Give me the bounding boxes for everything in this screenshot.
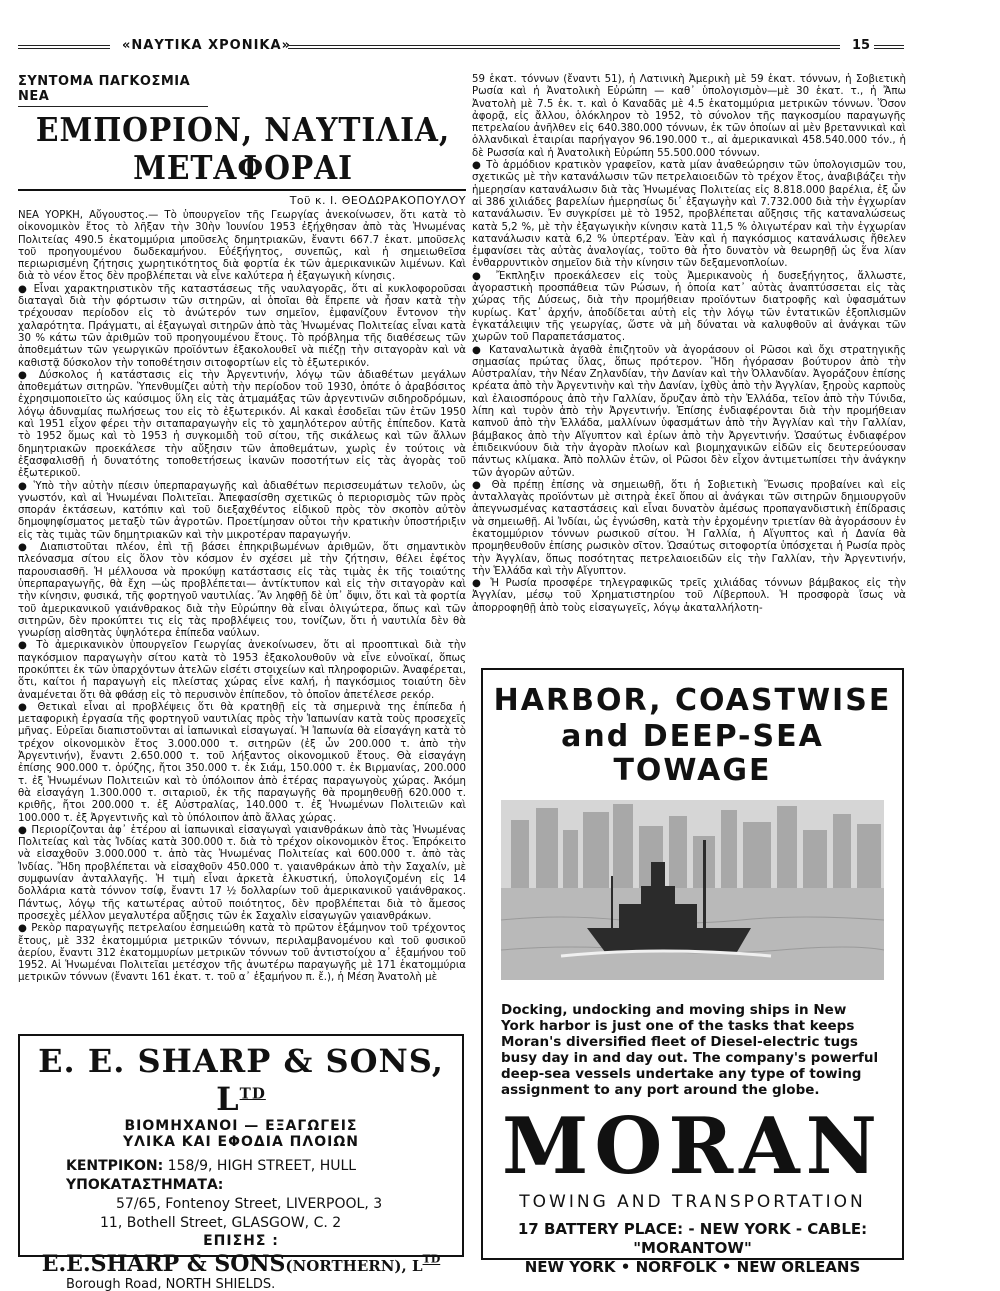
paragraph: ● Θετικαὶ εἶναι αἱ προβλέψεις ὅτι θὰ κρατηθῇ εἰς τὰ σημερινὰ της ἐπίπεδα ἡ μεταφορικὴ ἐργασία τῆς φορτηγοῦ ναυτιλίας πρὸς τὴν Ἰαπωνίαν κατὰ τοὺς προσεχεῖς μῆνας. Εὐρεῖαι διαπιστοῦνται αἱ ἰαπωνικαὶ εἰσαγωγαί. Ἡ Ἰαπωνία θὰ εἰσαγάγη κατὰ τὸ τρέχον οἰκονομικὸν ἔτος 3.000.000 τ. σιτηρῶν (ἐξ ὧν 200.000 τ. ἀπὸ τὴν Ἀργεντινήν), ἔναντι 2.650.000 τ. τοῦ λήξαντος οἰκονομικοῦ ἔτους. Θὰ εἰσαγάγη ἐπίσης 900.000 τ. ὀρύζης, ἤτοι 350.000 τ. ἐκ Σιάμ, 150.000 τ. ἐκ Βιρμανίας, 200.000 τ. ἐξ Ἡνωμένων Πολιτειῶν καὶ τὸ ὑπόλοιπον ἀπὸ ἑτέρας παραγωγοὺς χώρας. Ἀκόμη θὰ εἰσαγάγη 1.300.000 τ. σιταριοῦ, ἐκ τῆς παραγωγῆς θὰ προμηθευθῇ 620.000 τ. κριθῆς, ἤτοι 200.000 τ. ἐξ Αὐστραλίας, 140.000 τ. ἐξ Ἡνωμένων Πολιτειῶν καὶ 100.000 τ. ἐξ Ἀργεντινῆς καὶ τὸ ὑπόλοιπον ἀπὸ ἄλλας χώρας. (18, 702, 466, 825)
paragraph: ● Καταναλωτικὰ ἀγαθὰ ἐπιζητοῦν νὰ ἀγοράσουν οἱ Ρῶσοι καὶ ὄχι στρατηγικῆς σημασίας πρώτας ὕλας, ὅπως πρότερον. Ἤδη ἠγόρασαν βούτυρον ἀπὸ τὴν Αὐστραλίαν, τὴν Νέαν Ζηλανδίαν, τὴν Δανίαν καὶ τὴν Ὀλλανδίαν. Ἀγοράζουν ἐπίσης κρέατα ἀπὸ τὴν Ἀργεντινὴν καὶ τὴν Δανίαν, ἰχθὺς ἀπὸ τὴν Ἀγγλίαν, ξηροὺς καρποὺς καὶ ἐλαιοσπόρους ἀπὸ τὴν Γαλλίαν, ὄρυζαν ἀπὸ τὴν Ἑλλάδα, τεῖον ἀπὸ τὴν Τύνιδα, λίπη καὶ τυρὸν ἀπὸ τὴν Ἀργεντινήν. Ἐπίσης ἐνδιαφέρονται διὰ τὴν προμήθειαν καπνοῦ ἀπὸ τὴν Ἑλλάδα, μαλλίνων ὑφασμάτων ἀπὸ τὴν Ἀγγλίαν καὶ τὴν Γαλλίαν, βάμβακος ἀπὸ τὴν Αἴγυπτον καὶ ἐρίων ἀπὸ τὴν Ἀργεντινήν. Ὡσαύτως ἐνδιαφέρον ἐπιδεικνύουν διὰ τὴν ἀγορὰν πλοίων καὶ βιομηχανικῶν εἰδῶν εἰς δευτερεύουσαν πάντως κλίμακα. Ἀπὸ πολλῶν ἐτῶν, οἱ Ρῶσοι δὲν εἶχον ἀντιμετωπίσει τὴν ἀνάγκην τῶν ἀγορῶν αὐτῶν. (472, 345, 906, 480)
moran-address-line-1: 17 BATTERY PLACE: - NEW YORK - CABLE: "MORANTOW" (517, 1220, 868, 1257)
left-column (18, 74, 466, 985)
paragraph: ● Διαπιστοῦται πλέον, ἐπὶ τῇ βάσει ἐπηκριβωμένων ἀριθμῶν, ὅτι σημαντικὸν πλεόνασμα σίτου εἰς ὅλον τὸν κόσμον ἐν σχέσει μὲ τὴν ζήτησιν, θέλει ἐφέτος παρουσιασθῆ. Ἡ μέλλουσα νὰ προκύψῃ κατάστασις εἰς τὰς τιμὰς ἐκ τῆς τοιαύτης ὑπερπαραγωγῆς, θὰ ἔχη —ὡς προβλέπεται— ἀντίκτυπον καὶ εἰς τὴν σιταγορὰν καὶ τὴν κίνησιν, φυσικά, τῆς φορτηγοῦ ναυτιλίας. Ἂν ληφθῇ δὲ ὑπ᾽ ὄψιν, ὅτι καὶ τὰ φορτία τοῦ ἀμερικανικοῦ γαιάνθρακος διὰ τὴν Εὐρώπην θὰ εἶναι ὀλιγώτερα, ὅπως καὶ τῶν σιτηρῶν, δὲν προκύπτει τις εἰς τὰς προβλέψεις του, τονίζων, ὅτι ἡ ναυτιλία δὲν θὰ γνωρίσῃ αἰσθητὰς ὑψηλότερα ἐπίπεδα ναύλων. (18, 542, 466, 640)
header-rule-right (874, 45, 904, 49)
section-kicker: ΣΥΝΤΟΜΑ ΠΑΓΚΟΣΜΙΑ ΝΕΑ (18, 74, 208, 107)
paragraph: ● Δύσκολος ἡ κατάστασις εἰς τὴν Ἀργεντινήν, λόγῳ τῶν ἀδιαθέτων μεγάλων ἀποθεμάτων σιτηρῶν. Ὑπενθυμίζει αὐτὴ τὴν περίοδον τοῦ 1930, ὁπότε ὁ ἀραβόσιτος ἐχρησιμοποιεῖτο ὡς καύσιμος ὕλη εἰς τὰς ἀτμαμάξας τῶν ἀργεντινῶν σιδηροδρόμων, λόγῳ ἀδυναμίας πωλήσεως του εἰς τὸ ἐξωτερικόν. Αἱ κακαὶ ἐσοδεῖαι τῶν ἐτῶν 1950 καὶ 1951 εἶχον φέρει τὴν σιταπαραγωγὴν εἰς τὸ χαμηλότερον αὐτῆς ἐπίπεδον. Κατὰ τὸ 1952 ὅμως καὶ τὸ 1953 ἡ συγκομιδὴ τοῦ σίτου, τῆς σικάλεως καὶ τῶν ἄλλων δημητριακῶν προεκάλεσε τὴν αὔξησιν τῶν ἀποθεμάτων, χωρὶς ἐν τούτοις νὰ ἐξασφαλισθῇ ἡ δυνατότης τοποθετήσεως ἱκανῶν ποσοτήτων εἰς τὰς ἀγορὰς τοῦ ἐξωτερικοῦ. (18, 370, 466, 481)
sharp-headquarters: ΚΕΝΤΡΙΚΟΝ: 158/9, HIGH STREET, HULL (66, 1158, 357, 1174)
byline: Τοῦ κ. Ι. ΘΕΟΔΩΡΑΚΟΠΟΥΛΟΥ (289, 194, 466, 207)
paragraph: ● Θὰ πρέπῃ ἐπίσης νὰ σημειωθῇ, ὅτι ἡ Σοβιετικὴ Ἕνωσις προβαίνει καὶ εἰς ἀνταλλαγὰς προϊόντων μὲ σιτηρὰ ἐκεῖ ὅπου αἱ ἀνάγκαι τῶν σιτηρῶν δημιουργοῦν ἀπεγνωσμένας καταστάσεις καὶ εἶναι δυνατὸν ἀμέσως προπαγανδιστικὴ ἐπίδρασις νὰ σημειωθῇ. Αἱ Ἰνδίαι, ὡς ἐγνώσθη, κατὰ τὴν ἐρχομένην τριετίαν θὰ ἀγοράσουν ἐν ἑκατομμύριον τόννων ρωσικοῦ σίτου. Ἡ Γαλλία, ἡ Αἴγυπτος καὶ ἡ Δανία θὰ προμηθευθοῦν ἐπίσης ρωσικὸν σῖτον. Ὡσαύτως σιτοφορτία ὑπόσχεται ἡ Ρωσία πρὸς τὴν Ἀγγλίαν, ὅπως ποσότητας πετρελαιοειδῶν εἰς τὴν Γαλλίαν, τὴν Ἀργεντινήν, τὴν Ἑλλάδα καὶ τὴν Αἴγυπτον. (472, 480, 906, 578)
paragraph: ● Ἔκπληξιν προεκάλεσεν εἰς τοὺς Ἀμερικανοὺς ἡ δυσεξήγητος, ἄλλωστε, ἀγοραστικὴ προσπάθεια τῶν Ρώσων, ἡ ὁποία κατ᾽ αὐτὰς ἀναπτύσσεται εἰς τὰς χώρας τῆς Δύσεως, διὰ τὴν προμήθειαν προϊόντων διατροφῆς καὶ ὑφασμάτων κυρίως. Κατ᾽ ἀρχήν, ἀποδίδεται αὐτὴ εἰς τὴν λόγῳ τῶν ἐντατικῶν ἐξοπλισμῶν ἐγκατάλειψιν τῆς γεωργίας, ὥστε νὰ μὴ δύναται νὰ καλυφθοῦν αἱ ἀνάγκαι τῶν χωρῶν τοῦ Παραπετάσματος. (472, 271, 906, 345)
sharp-branch-glasgow: 11, Bothell Street, GLASGOW, C. 2 (100, 1215, 342, 1231)
sharp-branches-label: ΥΠΟΚΑΤΑΣΤΗΜΑΤΑ: (66, 1177, 224, 1193)
paragraph: ● Εἶναι χαρακτηριστικὸν τῆς καταστάσεως τῆς ναυλαγορᾶς, ὅτι αἱ κυκλοφοροῦσαι διαταγαὶ διὰ τὴν φόρτωσιν τῶν σιτηρῶν, αἱ ὁποῖαι θὰ ἔπρεπε νὰ ἦσαν κατὰ τὴν τρέχουσαν περίοδον εἰς τὸ ἀνώτερόν των σημεῖον, ἐμφανίζουν ἔντονον τὴν χαλαρότητα. Πράγματι, αἱ ἐξαγωγαὶ σιτηρῶν ἀπὸ τὰς Ἡνωμένας Πολιτείας εἶναι κατὰ 30 % κάτω τῶν ἀριθμῶν τοῦ προηγουμένου ἔτους. Τὸ πρόβλημα τῆς διαθέσεως τῶν ἀποθεμάτων τῶν γεωργικῶν προϊόντων ἐξακολουθεῖ νὰ πιέζῃ τὴν σιταγορὰν καὶ νὰ καθιστᾷ δύσκολον τὴν τοποθέτησιν σιτοφορτίων εἰς τὸ ἐξωτερικόν. (18, 284, 466, 370)
right-column (472, 74, 906, 615)
paragraph: ● Τὸ ἀμερικανικὸν ὑπουργεῖον Γεωργίας ἀνεκοίνωσεν, ὅτι αἱ προοπτικαὶ διὰ τὴν παγκόσμιον παραγωγὴν σίτου κατὰ τὸ 1953 ἐξακολουθοῦν νὰ εἶνε εὐνοϊκαί, ὅπως προκύπτει ἐκ τῶν ὑπαρχόντων ἀτελῶν εἰσέτι στοιχείων καὶ πληροφοριῶν. Ἀναφέρεται, ὅτι, καίτοι ἡ παραγωγὴ εἰς πλείστας χώρας εἶνε καλή, ἡ παγκόσμιος τοιαύτη δὲν ἀναμένεται ὅτι θὰ φθάσῃ εἰς τὸ περυσινὸν ἐπίπεδον, τὸ ὁποῖον ἀπετέλεσε ρεκόρ. (18, 640, 466, 701)
header-rule-left (18, 45, 110, 49)
page-number: 15 (852, 38, 871, 53)
paragraph: ΝΕΑ ΥΟΡΚΗ, Αὔγουστος.— Τὸ ὑπουργεῖον τῆς Γεωργίας ἀνεκοίνωσεν, ὅτι κατὰ τὸ οἰκονομικὸν ἔτος τὸ λῆξαν τὴν 30ὴν Ἰουνίου 1953 ἐξήχθησαν ἀπὸ τὰς Ἡνωμένας Πολιτείας 490.5 ἑκατομμύρια μποῦσελς δημητριακῶν, ἔναντι 667.7 ἑκατ. μποῦσελς τοῦ προηγουμένου δωδεκαμήνου. Εὐέξήγητος, συνεπῶς, καὶ ἡ σημειωθεῖσα περιωρισμένη ζήτησις χωρητικότητος διὰ φορτία ἐκ τῶν ἀμερικανικῶν λιμένων. Καὶ διὰ τὸ νέον ἔτος δὲν προβλέπεται νὰ εἶνε καλύτερα ἡ ἐξαγωγικὴ κίνησις. (18, 210, 466, 283)
paragraph: ● Περιορίζονται ἀφ᾽ ἑτέρου αἱ ἰαπωνικαὶ εἰσαγωγαὶ γαιανθράκων ἀπὸ τὰς Ἡνωμένας Πολιτείας καὶ τὰς Ἰνδίας κατὰ 300.000 τ. διὰ τὸ τρέχον οἰκονομικὸν ἔτος. Ἐπρόκειτο νὰ εἰσαχθοῦν 3.000.000 τ. ἀπὸ τὰς Ἡνωμένας Πολιτείας καὶ 600.000 τ. ἀπὸ τὰς Ἰνδίας. Ἤδη προβλέπεται νὰ εἰσαχθοῦν 450.000 τ. γαιανθράκων ἀπὸ τὴν Σαχαλίν, μὲ συμφωνίαν ἀνταλλαγῆς. Ἡ τιμὴ εἶναι ἀρκετὰ ἑλκυστική, ὑπολογιζομένη εἰς 14 δολλάρια κατὰ τόννον τσίφ, ἔναντι 17 ½ δολλαρίων τοῦ ἀμερικανικοῦ γαιάνθρακος. Πάντως, λόγῳ τῆς κατωτέρας αὐτοῦ ποιότητος, δὲν προβλέπεται διὰ τὸ ἄμεσος προσεχὲς μέλλον μεγαλυτέρα αὔξησις τῶν ἐκ Σαχαλὶν εἰσαγωγῶν γαιανθράκων. (18, 825, 466, 923)
right-article-body (472, 74, 906, 615)
moran-body-copy: Docking, undocking and moving ships in New York harbor is just one of the tasks that keeps Moran's diversified fleet of Diesel-electric tugs busy day in and day out. The company's powerful deep-sea vessels undertake any type of towing assignment to any port around the globe. (501, 1002, 879, 1098)
paragraph: ● Ἡ Ρωσία προσφέρε τηλεγραφικῶς τρεῖς χιλιάδας τόννων βάμβακος εἰς τὴν Ἀγγλίαν, μέσῳ τοῦ Χρηματιστηρίου τοῦ Λίβερπουλ. Ἡ προσφορὰ ἴσως νὰ ἀπορροφηθῇ ἀπὸ τοὺς εἰσαγωγεῖς, λόγῳ ἀκαταλλήλοτη- (472, 578, 906, 615)
sharp-advertisement (18, 1034, 464, 1291)
left-article-body (18, 210, 466, 985)
tugboat-photo (501, 800, 884, 980)
header-rule-middle (288, 45, 840, 49)
moran-address-line-2: NEW YORK • NORFOLK • NEW ORLEANS (524, 1258, 861, 1276)
paragraph: ● Τὸ ἁρμόδιον κρατικὸν γραφεῖον, κατὰ μίαν ἀναθεώρησιν τῶν ὑπολογισμῶν του, σχετικῶς μὲ τὴν κατανάλωσιν τῶν πετρελαιοειδῶν τὸ τρέχον ἔτος, ἀναβιβάζει τὴν ἡμερησίαν κατανάλωσιν διὰ τὰς Ἡνωμένας Πολιτείας εἰς 8.818.000 βαρέλια, ἐξ ὧν αἱ 386 χιλιάδες βαρελίων ἡμερησίως δι᾽ ἐξαγωγὴν καὶ 7.732.000 διὰ τὴν ἐγχωρίαν κατανάλωσιν. Ἐν συγκρίσει μὲ τὸ 1952, προβλέπεται αὔξησις τῆς καταναλώσεως κατὰ 5,2 %, μὲ τὴν ἐξαγωγικὴν κίνησιν κατὰ 11,5 % ὀλιγωτέραν καὶ τὴν ἐγχωρίαν κατανάλωσιν κατὰ 6,2 % ὑπερτέραν. Ἐὰν καὶ ἡ παγκόσμιος κατανάλωσις ἤθελεν ἐμφανίσει τὰς αὐτὰς ἀναλογίας, τοῦτο θὰ ἦτο δυνατὸν νὰ θεωρηθῇ ὡς ἕνα λίαν ἐνθαρρυντικὸν σημεῖον διὰ τὴν κίνησιν τῶν δεξαμενοπλοίων. (472, 160, 906, 271)
sharp-also-label: ΕΠΙΣΗΣ : (203, 1233, 279, 1249)
headline-rule (18, 189, 466, 191)
sharp-northern-name: E.E.SHARP & SONS(NORTHERN), $L^{TD}$ (41, 1251, 441, 1277)
moran-advertisement (481, 668, 904, 1276)
moran-headline-2: and DEEP-SEA TOWAGE (561, 719, 824, 788)
sharp-northern-address: Borough Road, NORTH SHIELDS. (66, 1277, 276, 1291)
paragraph: 59 ἑκατ. τόννων (ἔναντι 51), ἡ Λατινικὴ Ἀμερικὴ μὲ 59 ἑκατ. τόννων, ἡ Σοβιετικὴ Ρωσία καὶ ἡ Ἀνατολικὴ Εὐρώπη — καθ᾽ ὑπολογισμὸν—μὲ 30 ἑκατ. τ., ἡ Ἄπω Ἀνατολὴ μὲ 7.5 ἑκ. τ. καὶ ὁ Καναδᾶς μὲ 4.5 ἑκατομμύρια μετρικῶν τόννων. Ὅσον ἀφορᾷ, εἰς ἄλλου, ὁλόκληρον τὸ 1952, τὸ σύνολον τῆς παγκοσμίου παραγωγῆς πετρελαίου ἀνῆλθεν εἰς 640.380.000 τόννων, ἐκ τῶν ὁποίων αἱ μὲν βρεταννικαὶ καὶ ὁλλανδικαὶ ἑταιρίαι παρήγαγον 96.190.000 τ., αἱ ἀμερικανικαὶ 458.540.000 τόν., ἡ δὲ Ρωσσία καὶ ἡ Ἀνατολικὴ Εὐρώπη 55.500.000 τόννων. (472, 74, 906, 159)
page-header (18, 38, 904, 58)
moran-tagline: TOWING AND TRANSPORTATION (519, 1192, 866, 1212)
moran-brand: MORAN (502, 1101, 883, 1192)
publication-title: «ΝΑΥΤΙΚΑ ΧΡΟΝΙΚΑ» (122, 38, 291, 53)
paragraph: ● Ὑπὸ τὴν αὐτὴν πίεσιν ὑπερπαραγωγῆς καὶ ἀδιαθέτων περισσευμάτων τελοῦν, ὡς γνωστόν, καὶ αἱ Ἡνωμέναι Πολιτεῖαι. Ἀπεφασίσθη σχετικῶς ὁ περιορισμὸς τῶν πρὸς σποράν ἐκτάσεων, κατόπιν καὶ τοῦ διεξαχθέντος εἰδικοῦ πρὸς τὸν σκοπὸν αὐτὸν δημοψηφίσματος μεταξὺ τῶν ἀγροτῶν. Προετίμησαν οὗτοι τὴν κρατικὴν ὑποστήριξιν εἰς τὰς τιμὰς τῶν δημητριακῶν καὶ τὴν μικροτέραν παραγωγήν. (18, 481, 466, 542)
sharp-supplies-line: ΥΛΙΚΑ ΚΑΙ ΕΦΟΔΙΑ ΠΛΟΙΩΝ (123, 1134, 359, 1150)
sharp-company-name: E. E. SHARP & SONS, $L^{TD}$ (38, 1042, 444, 1118)
article-headline: ΕΜΠΟΡΙΟΝ, ΝΑΥΤΙΛΙΑ, ΜΕΤΑΦΟΡΑΙ (35, 110, 451, 187)
moran-headline-1: HARBOR, COASTWISE (493, 683, 892, 718)
paragraph: ● Ρεκὸρ παραγωγῆς πετρελαίου ἐσημειώθη κατὰ τὸ πρῶτον ἑξάμηνον τοῦ τρέχοντος ἔτους, μὲ 332 ἑκατομμύρια μετρικῶν τόννων, περιλαμβανομένου καὶ τοῦ φυσικοῦ ἀερίου, ἔναντι 312 ἑκατομμυρίων μετρικῶν τόννων τοῦ ἀντιστοίχου α᾽ ἑξαμήνου τοῦ 1952. Αἱ Ἡνωμέναι Πολιτεῖαι μετέσχον τῆς ἀνωτέρω παραγωγῆς μὲ 171 ἑκατομμύρια μετρικῶν τόννων (ἔναντι 161 ἑκατ. τ. τοῦ α᾽ ἑξαμήνου π. ἔ.), ἡ Μέση Ἀνατολὴ μὲ (18, 923, 466, 984)
sharp-trade-line: ΒΙΟΜΗΧΑΝΟΙ — ΕΞΑΓΩΓΕΙΣ (124, 1118, 358, 1134)
sharp-branch-liverpool: 57/65, Fontenoy Street, LIVERPOOL, 3 (116, 1196, 383, 1212)
